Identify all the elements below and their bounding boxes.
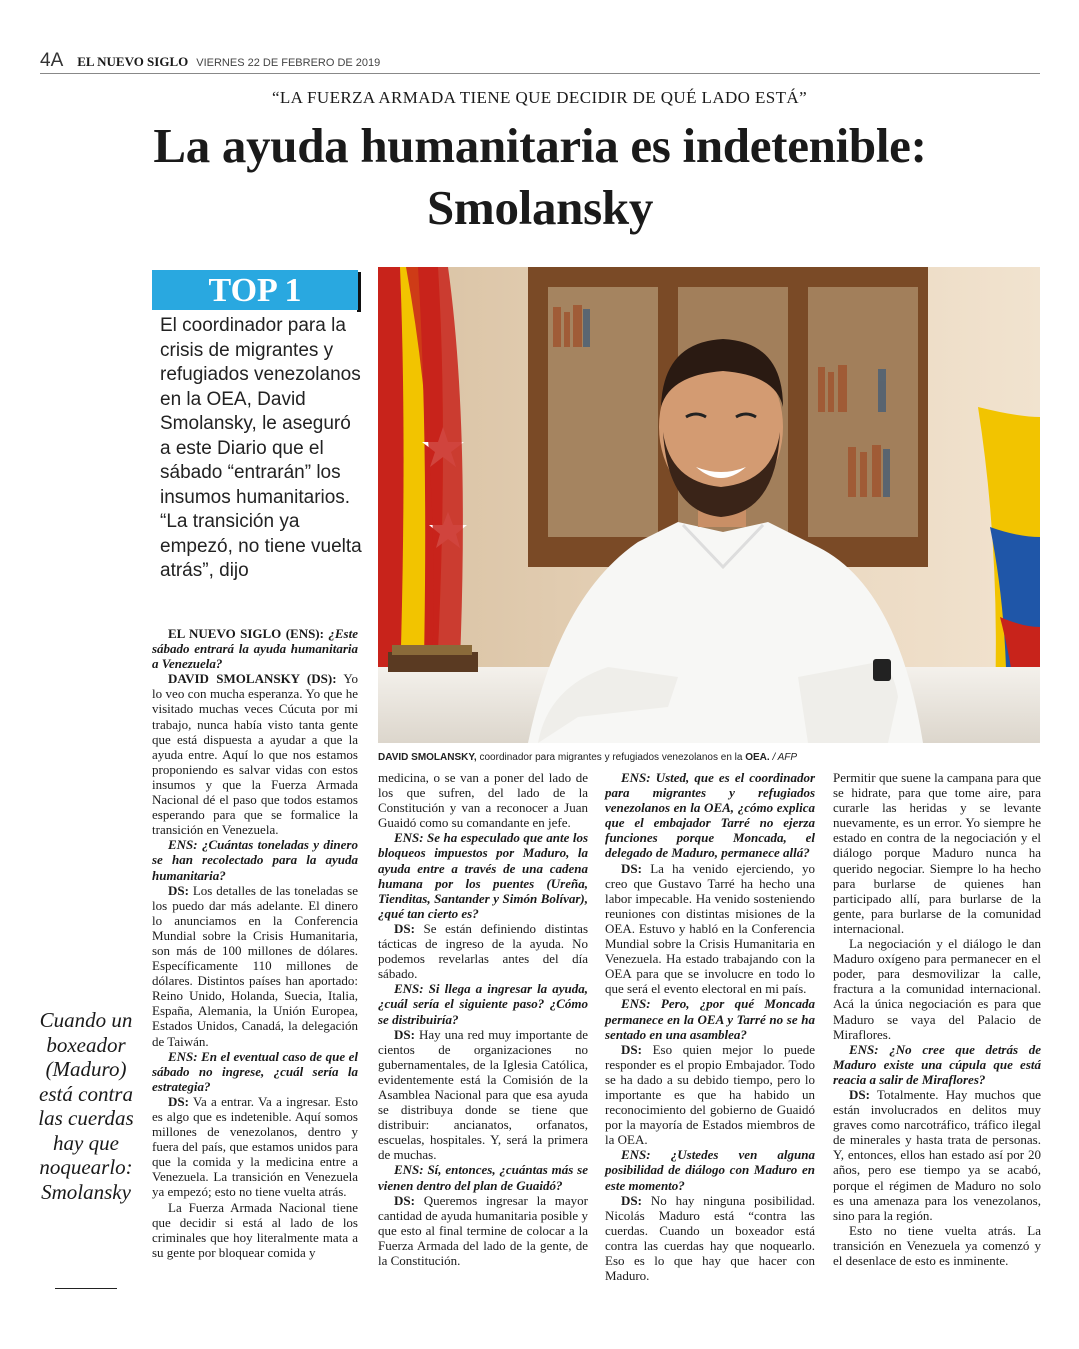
caption-credit: / AFP bbox=[769, 752, 798, 763]
ds-label: DS: bbox=[394, 1192, 415, 1208]
pull-quote-rule bbox=[55, 1288, 117, 1289]
answer-6 bbox=[378, 1027, 588, 1163]
answer-10-paragraph-2: La negociación y el diálogo le dan Maduro oxígeno para permanecer en el poder, para desmovilizar la calle, fractura a la comunidad internacional. Acá la única negociación es para que Maduro se vaya del Palacio de Miraflores. bbox=[833, 936, 1041, 1042]
question-5: ENS: Se ha especulado que ante los bloqueos impuestos por Maduro, la ayuda entre a través de una cadena humana por los puentes (Ureña, Tienditas, Santander y Simón Bolívar), ¿qué tan cierto es? bbox=[378, 830, 588, 921]
answer-4: La Fuerza Armada Nacional tiene que decidir si está al lado de los criminales que hoy literalmente mata a su gente por bloquear comida y bbox=[152, 1199, 358, 1260]
article-column-1 bbox=[152, 626, 358, 1260]
question-11: ENS: ¿No cree que detrás de Maduro existe una cúpula que está reacia a salir de Miraflores? bbox=[833, 1041, 1041, 1087]
answer-text: Yo lo veo con mucha esperanza. Yo que he visitado muchas veces Cúcuta por mi trabajo, nunca había visto tanta gente que está dispuesta a ayudar a que la ayuda entre. Aquí lo que nos estamos proponiendo es salvar vidas con estos insumos y que la Fuerza Armada Nacional dé el paso que todos estamos esperando para que se formalice la transición en Venezuela. bbox=[152, 671, 358, 838]
standfirst: El coordinador para la crisis de migrantes y refugiados venezolanos en la OEA, David Smolansky, le aseguró a este Diario que el sábado “entrarán” los insumos humanitarios. “La transición ya empezó, no tiene vuelta atrás”, dijo bbox=[160, 315, 362, 581]
answer-text: Hay una red muy importante de cientos de organizaciones no gubernamentales, de la Iglesia Católica, evidentemente está la Comisión de la Asamblea Nacional para que esa ayuda se distribuya donde se tiene que distribuir: ancianatos, orfanatos, escuelas, hospitales. Y, será la primera de muchas. bbox=[378, 1026, 588, 1163]
answer-text: Se están definiendo distintas tácticas de ingreso de la ayuda. No podemos revelarlas antes del día sábado. bbox=[378, 920, 588, 982]
ds-label: DS: bbox=[621, 1192, 642, 1208]
answer-text: Queremos ingresar la mayor cantidad de ayuda humanitaria posible y que esto al final termine de colocar a la Fuerza Armada del lado de la gente, de la Constitución. bbox=[378, 1192, 588, 1268]
smolansky-portrait-illustration bbox=[378, 267, 1040, 743]
header-divider bbox=[40, 73, 1040, 74]
question-9: ENS: Pero, ¿por qué Moncada permanece en la OEA y Tarré no se ha sentado en una asamblea? bbox=[605, 996, 815, 1042]
answer-2 bbox=[152, 883, 358, 1049]
article-column-4 bbox=[833, 770, 1041, 1268]
answer-1 bbox=[152, 671, 358, 837]
interviewer-label: EL NUEVO SIGLO (ENS): bbox=[168, 626, 324, 641]
question-2: ENS: ¿Cuántas toneladas y dinero se han recolectado para la ayuda humanitaria? bbox=[152, 837, 358, 883]
caption-text: coordinador para migrantes y refugiados venezolanos en la bbox=[476, 752, 746, 763]
ds-label: DS: bbox=[168, 882, 189, 898]
article-column-2 bbox=[378, 770, 588, 1268]
answer-7 bbox=[378, 1193, 588, 1268]
answer-text: Eso quien mejor lo puede responder es el propio Embajador. Todo se ha dado a su debido tiempo, pero lo importante es que ha habido un reconocimiento del gobierno de Guaidó por la mayoría de Estados miembros de la OEA. bbox=[605, 1041, 815, 1148]
interviewee-label: DAVID SMOLANSKY (DS): bbox=[168, 671, 337, 687]
answer-text: La ha venido ejerciendo, yo creo que Gustavo Tarré ha hecho una labor impecable. Ha venido sosteniendo reuniones con distintas misiones de la OEA. Estuvo y habló en la Conferencia Mundial sobre la Crisis Humanitaria en Venezuela. Ha estado trabajando con la OEA para que se involucre en todo lo que será el evento electoral en mi país. bbox=[605, 860, 815, 997]
answer-4-continued: medicina, o se van a poner del lado de los que sufren, del lado de la Constitución y van a reconocer a Juan Guaidó como su comandante en jefe. bbox=[378, 770, 588, 831]
ds-label: DS: bbox=[621, 860, 642, 876]
question-text: ¿Este sábado entrará la ayuda humanitaria a Venezuela? bbox=[152, 626, 358, 672]
answer-text: Totalmente. Hay muchos que están involucrados en delitos muy graves como narcotráfico, tráfico ilegal de minerales y hasta trata de personas. Y, entonces, ellos han estado así por 20 años, pero ese tiempo ya se acabó, porque el régimen de Maduro no solo es una amenaza para los venezolanos, sino para la región. bbox=[833, 1086, 1041, 1223]
page-number: 4A bbox=[40, 50, 64, 71]
answer-9 bbox=[605, 1042, 815, 1148]
headline bbox=[40, 115, 1040, 239]
answer-10-continued: Permitir que suene la campana para que se hidrate, para que tome aire, para curarle las heridas y se levante nuevamente, es un error. Yo siempre he estado en contra de la negociación y el diálogo porque Maduro nunca ha querido negociar. Siempre lo ha hecho para burlarse de quienes han participado allí, para burlarse de la gente, para burlarse de la comunidad internacional. bbox=[833, 770, 1041, 936]
question-8: ENS: Usted, que es el coordinador para migrantes y refugiados venezolanos en la OEA, ¿cómo explica que el embajador Tarré no ejerza funciones porque Moncada, el delegado de Maduro, permanece allá? bbox=[605, 770, 815, 861]
pull-quote: Cuando un boxeador (Maduro) está contra las cuerdas hay que noquearlo: Smolansky bbox=[38, 1008, 134, 1204]
question-7: ENS: Sí, entonces, ¿cuántas más se vienen dentro del plan de Guaidó? bbox=[378, 1162, 588, 1193]
caption-org: OEA. bbox=[745, 752, 770, 763]
kicker-quote: “LA FUERZA ARMADA TIENE QUE DECIDIR DE QUÉ LADO ESTÁ” bbox=[271, 88, 808, 107]
answer-11 bbox=[833, 1087, 1041, 1223]
headline-line-2: Smolansky bbox=[426, 180, 654, 235]
ds-label: DS: bbox=[621, 1041, 642, 1057]
page-folio bbox=[40, 50, 1040, 72]
publication-name: EL NUEVO SIGLO bbox=[77, 54, 189, 69]
answer-3 bbox=[152, 1094, 358, 1200]
top-label: TOP 1 bbox=[152, 270, 358, 310]
answer-5 bbox=[378, 921, 588, 981]
question-3: ENS: En el eventual caso de que el sábado no ingrese, ¿cuál sería la estrategia? bbox=[152, 1048, 358, 1094]
ds-label: DS: bbox=[394, 920, 415, 936]
answer-text: Los detalles de las toneladas se los puedo dar más adelante. El dinero lo anunciamos en la Conferencia Mundial sobre la Crisis Humanitaria, son más de 100 millones de dólares. Específicamente 110 millones de dólares. Distintos países han aportado: Reino Unido, Holanda, Suecia, Italia, España, Alemania, la Unión Europea, Estados Unidos, Canadá, la delegación de Taiwán. bbox=[152, 882, 358, 1049]
issue-date: VIERNES 22 DE FEBRERO DE 2019 bbox=[196, 57, 381, 69]
answer-10 bbox=[605, 1193, 815, 1284]
question-6: ENS: Si llega a ingresar la ayuda, ¿cuál sería el siguiente paso? ¿Cómo se distribuiría? bbox=[378, 981, 588, 1027]
photo-caption bbox=[378, 752, 1040, 763]
article-column-3 bbox=[605, 770, 815, 1283]
article-photo bbox=[378, 267, 1040, 743]
ds-label: DS: bbox=[394, 1026, 415, 1042]
answer-8 bbox=[605, 861, 815, 997]
ds-label: DS: bbox=[168, 1093, 189, 1109]
answer-11-paragraph-2: Esto no tiene vuelta atrás. La transición en Venezuela ya comenzó y el desenlace de esto es inminente. bbox=[833, 1222, 1041, 1268]
question-10: ENS: ¿Ustedes ven alguna posibilidad de diálogo con Maduro en este momento? bbox=[605, 1147, 815, 1193]
caption-name: DAVID SMOLANSKY, bbox=[378, 752, 477, 763]
ds-label: DS: bbox=[849, 1086, 870, 1102]
question-1 bbox=[152, 626, 358, 671]
answer-text: No hay ninguna posibilidad. Nicolás Maduro está “contra las cuerdas. Cuando un boxeador está contra las cuerdas hay que noquearlo. Eso es lo que hay que hacer con Maduro. bbox=[605, 1192, 815, 1284]
headline-line-1: La ayuda humanitaria es indetenible: bbox=[153, 118, 927, 173]
answer-text: Va a entrar. Va a ingresar. Esto es algo que es indetenible. Aquí somos millones de venezolanos, dentro y fuera del país, que estamos unidos para que la comida y la medicina entre a Venezuela. La transición en Venezuela ya empezó; esto no tiene vuelta atrás. bbox=[152, 1093, 358, 1200]
